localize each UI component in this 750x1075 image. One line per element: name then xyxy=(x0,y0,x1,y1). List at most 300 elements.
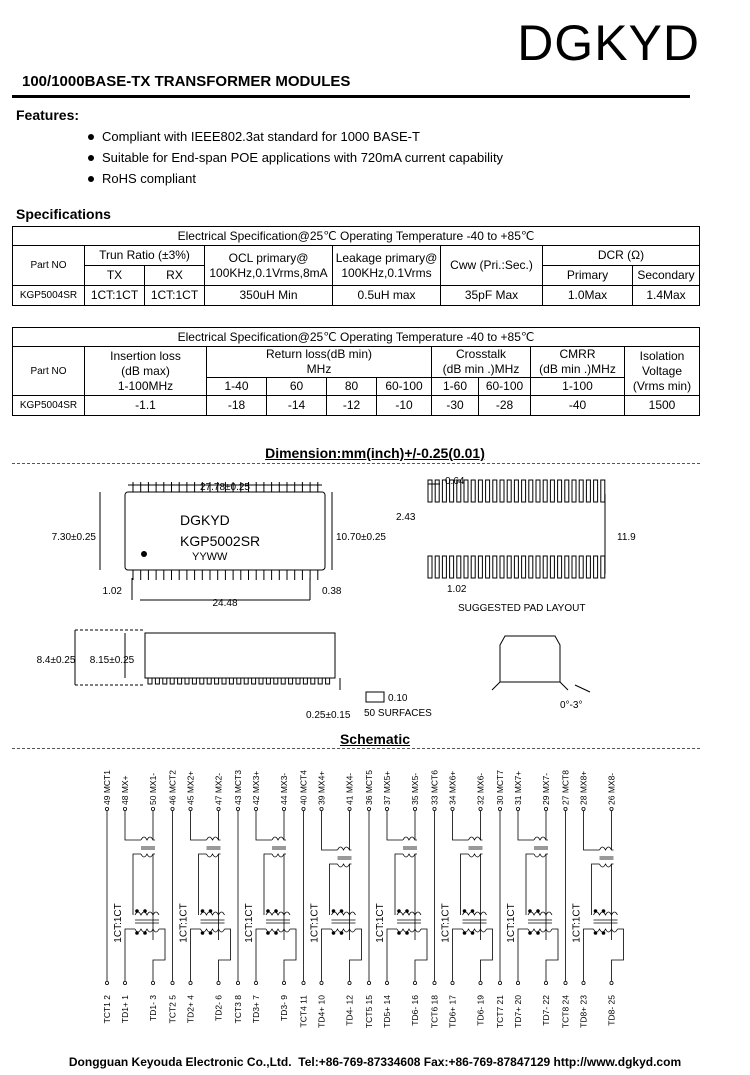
schematic-pin-node xyxy=(479,807,482,810)
pad xyxy=(543,556,547,578)
schematic-top-pin-label: 47 MX2- xyxy=(213,772,224,805)
schematic-wire xyxy=(612,864,614,940)
schematic-transformer xyxy=(528,912,552,915)
pad xyxy=(550,480,554,502)
col-header-insertion-loss: Insertion loss (dB max) 1-100MHz xyxy=(85,347,207,396)
dimension-heading: Dimension:mm(inch)+/-0.25(0.01) xyxy=(265,445,485,461)
schematic-wire xyxy=(284,854,286,940)
pad xyxy=(558,556,562,578)
schematic-bottom-pin-label: TD7+ 20 xyxy=(513,995,523,1028)
schematic-wire xyxy=(395,854,403,915)
schematic-pin-node xyxy=(236,807,239,810)
schematic-top-pin-label: 33 MCT6 xyxy=(429,770,440,805)
col-header-crosstalk: Crosstalk (dB min .)MHz xyxy=(432,347,531,378)
schematic-wire xyxy=(546,929,558,981)
package-pin xyxy=(237,678,241,684)
schematic-wire xyxy=(481,854,483,940)
schematic-choke xyxy=(403,837,415,840)
pad xyxy=(486,480,490,502)
col-header-tx: TX xyxy=(85,266,145,286)
package-pin xyxy=(274,678,278,684)
schematic-choke xyxy=(272,854,284,857)
package-pin xyxy=(200,678,204,684)
schematic-transformer xyxy=(397,929,421,932)
schematic-bottom-pin-label: TD2- 6 xyxy=(213,995,224,1021)
schematic-wire xyxy=(526,854,534,915)
schematic-bottom-pin-label: TD5+ 14 xyxy=(382,995,392,1028)
schematic-wire xyxy=(219,854,221,940)
schematic-choke xyxy=(469,854,481,857)
schematic-pin-node xyxy=(451,981,454,984)
schematic-wire xyxy=(453,929,463,981)
schematic-bottom-pin-label: TD6+ 17 xyxy=(447,995,458,1028)
schematic-choke xyxy=(338,864,350,867)
pad xyxy=(478,556,482,578)
col-header-dcr: DCR (Ω) xyxy=(543,246,700,266)
schematic-top-pin-label: 41 MX4- xyxy=(344,772,355,805)
schematic-pin-node xyxy=(348,981,351,984)
schematic-choke xyxy=(141,854,153,857)
schematic-ratio-label: 1CT:1CT xyxy=(506,903,517,943)
package-pin xyxy=(163,678,167,684)
schematic-top-pin-label: 49 MCT1 xyxy=(102,770,112,805)
schematic-bottom-pin-label: TD3+ 7 xyxy=(251,995,261,1024)
pad xyxy=(586,480,590,502)
svg-text:50 SURFACES: 50 SURFACES xyxy=(364,708,432,719)
package-pin xyxy=(311,678,315,684)
svg-text:0.38: 0.38 xyxy=(322,586,342,597)
schematic-top-pin-label: 50 MX1- xyxy=(148,772,158,805)
schematic-ratio-label: 1CT:1CT xyxy=(309,903,321,943)
pad xyxy=(522,556,526,578)
schematic-wire xyxy=(584,811,600,850)
schematic-wire xyxy=(153,811,155,840)
pad xyxy=(572,556,576,578)
pad xyxy=(464,556,468,578)
pad xyxy=(579,480,583,502)
schematic-transformer xyxy=(266,912,290,915)
col-header-leakage: Leakage primary@ 100KHz,0.1Vrms xyxy=(333,246,441,286)
pad xyxy=(514,480,518,502)
schematic-wire xyxy=(256,811,272,840)
schematic-diagram xyxy=(0,755,750,1045)
schematic-pin-node xyxy=(171,807,174,810)
svg-text:11.9: 11.9 xyxy=(617,532,636,543)
schematic-pin-node xyxy=(282,807,285,810)
schematic-pin-node xyxy=(564,807,567,810)
pad xyxy=(601,556,605,578)
schematic-heading: Schematic xyxy=(339,731,411,747)
spec-table-2: Electrical Specification@25℃ Operating Temperature -40 to +85℃ Part NO Insertion loss (dB max) 1-100MHz Return loss(dB min) MHz Crosstalk (dB min .)MHz CMRR (dB min .)MHz Isolation Voltage (Vrms min) 1-40 60 80 60-100 1-60 60-100 1-100 KGP5004SR -1.1 -18 -14 -12 -10 -30 -28 -40 1500 xyxy=(12,327,700,416)
package-pin xyxy=(289,678,293,684)
schematic-choke xyxy=(534,837,546,840)
pad xyxy=(507,556,511,578)
schematic-wire xyxy=(518,811,534,840)
schematic-wire xyxy=(125,929,135,981)
footer xyxy=(0,1055,750,1069)
schematic-transformer xyxy=(135,929,159,932)
schematic-bottom-pin-label: TD6- 16 xyxy=(410,995,420,1026)
schematic-pin-node xyxy=(217,807,220,810)
schematic-transformer xyxy=(594,929,618,932)
package-pin xyxy=(303,678,307,684)
svg-text:1.02: 1.02 xyxy=(447,584,467,595)
spec-table-1 xyxy=(12,226,700,306)
schematic-top-pin-label: 29 MX7- xyxy=(541,772,551,805)
schematic-top-pin-label: 26 MX8- xyxy=(606,772,617,805)
pad xyxy=(442,556,446,578)
pad xyxy=(601,480,605,502)
pad xyxy=(529,480,533,502)
svg-text:7.30±0.25: 7.30±0.25 xyxy=(51,532,96,543)
schematic-bottom-pin-label: TCT8 24 xyxy=(560,995,571,1029)
feature-item: Compliant with IEEE802.3at standard for 1000 BASE-T xyxy=(88,129,503,150)
schematic-top-pin-label: 27 MCT8 xyxy=(560,770,571,805)
schematic-pin-node xyxy=(151,807,154,810)
col-header-cmrr: CMRR (dB min .)MHz xyxy=(531,347,625,378)
schematic-wire xyxy=(546,811,548,840)
pad xyxy=(536,556,540,578)
schematic-bottom-pin-label: TD2+ 4 xyxy=(185,995,196,1024)
schematic-pin-node xyxy=(498,981,501,984)
schematic-wire xyxy=(415,854,417,940)
schematic-pin-node xyxy=(413,981,416,984)
table-caption: Electrical Specification@25℃ Operating Temperature -40 to +85℃ xyxy=(13,227,700,246)
schematic-pin-node xyxy=(367,981,370,984)
svg-text:0°-3°: 0°-3° xyxy=(560,700,583,711)
schematic-pin-node xyxy=(582,981,585,984)
schematic-choke xyxy=(272,837,284,840)
pad xyxy=(493,556,497,578)
schematic-ratio-label: 1CT:1CT xyxy=(440,903,452,943)
dimension-drawing xyxy=(0,470,750,725)
schematic-top-pin-label: 43 MCT3 xyxy=(233,770,243,805)
schematic-pin-node xyxy=(105,807,108,810)
pad xyxy=(507,480,511,502)
pad xyxy=(529,556,533,578)
section-divider xyxy=(12,748,700,749)
schematic-wire xyxy=(350,864,352,940)
package-pin xyxy=(318,678,322,684)
schematic-pin-node xyxy=(236,981,239,984)
pad xyxy=(428,556,432,578)
schematic-pin-node xyxy=(217,981,220,984)
table-caption: Electrical Specification@25℃ Operating Temperature -40 to +85℃ xyxy=(13,328,700,347)
schematic-wire xyxy=(546,854,548,940)
schematic-bottom-pin-label: TD8+ 23 xyxy=(578,995,589,1028)
feature-item: RoHS compliant xyxy=(88,171,503,192)
schematic-pin-node xyxy=(610,981,613,984)
features-list xyxy=(88,129,503,192)
schematic-wire xyxy=(518,929,528,981)
schematic-choke xyxy=(469,837,481,840)
section-divider xyxy=(12,463,700,464)
package-pin xyxy=(326,678,330,684)
schematic-wire xyxy=(387,929,397,981)
pad xyxy=(543,480,547,502)
col-header-secondary: Secondary xyxy=(633,266,700,286)
schematic-wire xyxy=(153,854,155,940)
schematic-bottom-pin-label: TD1- 3 xyxy=(148,995,158,1021)
schematic-wire xyxy=(453,811,469,840)
svg-text:8.4±0.25: 8.4±0.25 xyxy=(36,655,76,666)
schematic-top-pin-label: 44 MX3- xyxy=(279,772,289,805)
schematic-wire xyxy=(481,929,493,981)
svg-text:8.15±0.25: 8.15±0.25 xyxy=(89,655,135,666)
schematic-transformer xyxy=(332,929,356,932)
schematic-bottom-pin-label: TD4- 12 xyxy=(344,995,355,1026)
schematic-wire xyxy=(612,811,614,850)
schematic-wire xyxy=(481,811,483,840)
package-pin xyxy=(229,678,233,684)
schematic-pin-node xyxy=(302,981,305,984)
package-pin xyxy=(296,678,300,684)
pad xyxy=(594,480,598,502)
schematic-pin-node xyxy=(105,981,108,984)
col-header-part: Part NO xyxy=(13,246,85,286)
pad xyxy=(486,556,490,578)
pad xyxy=(514,556,518,578)
schematic-bottom-pin-label: TCT7 21 xyxy=(495,995,505,1029)
schematic-bottom-pin-label: TD7- 22 xyxy=(541,995,551,1026)
schematic-wire xyxy=(256,929,266,981)
schematic-pin-node xyxy=(582,807,585,810)
schematic-top-pin-label: 40 MCT4 xyxy=(298,770,309,805)
schematic-ratio-label: 1CT:1CT xyxy=(113,903,124,943)
schematic-wire xyxy=(350,929,362,981)
footer-company: Dongguan Keyouda Electronic Co.,Ltd. xyxy=(68,1055,292,1069)
pad xyxy=(500,480,504,502)
pad xyxy=(550,556,554,578)
schematic-transformer xyxy=(332,912,356,915)
schematic-choke xyxy=(141,837,153,840)
col-header-rx: RX xyxy=(145,266,205,286)
schematic-pin-node xyxy=(254,981,257,984)
schematic-wire xyxy=(387,811,403,840)
table-row: KGP5004SR 1CT:1CT 1CT:1CT 350uH Min 0.5uH max 35pF Max 1.0Max 1.4Max xyxy=(13,286,700,306)
schematic-wire xyxy=(415,929,427,981)
schematic-pin-node xyxy=(367,807,370,810)
schematic-pin-node xyxy=(123,807,126,810)
package-side-view xyxy=(145,633,335,678)
schematic-top-pin-label: 35 MX5- xyxy=(410,772,420,805)
specifications-heading: Specifications xyxy=(16,206,111,222)
schematic-top-pin-label: 31 MX7+ xyxy=(513,770,523,805)
package-pin xyxy=(259,678,263,684)
schematic-wire xyxy=(191,929,201,981)
svg-text:2.43: 2.43 xyxy=(396,512,416,523)
schematic-ratio-label: 1CT:1CT xyxy=(571,903,583,943)
package-pin xyxy=(252,678,256,684)
svg-text:0.64: 0.64 xyxy=(445,476,465,487)
package-pin xyxy=(185,678,189,684)
schematic-pin-node xyxy=(320,807,323,810)
schematic-bottom-pin-label: TD3- 9 xyxy=(279,995,289,1021)
schematic-choke xyxy=(534,854,546,857)
schematic-wire xyxy=(322,811,338,850)
package-pin xyxy=(170,678,174,684)
pad xyxy=(579,556,583,578)
package-pin xyxy=(155,678,159,684)
schematic-top-pin-label: 28 MX8+ xyxy=(578,770,589,805)
schematic-transformer xyxy=(135,912,159,915)
schematic-wire xyxy=(153,929,165,981)
svg-text:27.78±0.25: 27.78±0.25 xyxy=(200,482,250,493)
pad xyxy=(565,556,569,578)
pad xyxy=(457,556,461,578)
body-marking-brand: DGKYD xyxy=(180,512,230,528)
pad xyxy=(586,556,590,578)
pad xyxy=(428,480,432,502)
schematic-wire xyxy=(415,811,417,840)
schematic-pin-node xyxy=(254,807,257,810)
col-header-turns: Trun Ratio (±3%) xyxy=(85,246,205,266)
schematic-wire xyxy=(584,929,594,981)
schematic-pin-node xyxy=(516,807,519,810)
pad xyxy=(500,556,504,578)
schematic-transformer xyxy=(201,912,225,915)
package-pin xyxy=(215,678,219,684)
col-header-cww: Cww (Pri.:Sec.) xyxy=(441,246,543,286)
schematic-pin-node xyxy=(516,981,519,984)
schematic-top-pin-label: 37 MX5+ xyxy=(382,770,392,805)
schematic-top-pin-label: 39 MX4+ xyxy=(316,770,327,805)
pad xyxy=(478,480,482,502)
schematic-pin-node xyxy=(564,981,567,984)
body-marking-date: YYWW xyxy=(192,551,228,563)
col-header-return-loss: Return loss(dB min) MHz xyxy=(207,347,432,378)
schematic-wire xyxy=(191,811,207,840)
features-heading: Features: xyxy=(16,107,80,123)
schematic-pin-node xyxy=(451,807,454,810)
package-pin xyxy=(178,678,182,684)
schematic-pin-node xyxy=(348,807,351,810)
schematic-wire xyxy=(284,929,296,981)
schematic-pin-node xyxy=(498,807,501,810)
pad xyxy=(558,480,562,502)
schematic-wire xyxy=(264,854,272,915)
schematic-pin-node xyxy=(610,807,613,810)
schematic-top-pin-label: 36 MCT5 xyxy=(364,770,374,805)
package-pin xyxy=(207,678,211,684)
schematic-wire xyxy=(133,854,141,915)
schematic-transformer xyxy=(528,929,552,932)
package-pin xyxy=(222,678,226,684)
schematic-pin-node xyxy=(320,981,323,984)
schematic-choke xyxy=(338,847,350,850)
schematic-bottom-pin-label: TD8- 25 xyxy=(606,995,617,1026)
table-row: KGP5004SR -1.1 -18 -14 -12 -10 -30 -28 -40 1500 xyxy=(13,396,700,416)
schematic-bottom-pin-label: TCT5 15 xyxy=(364,995,374,1029)
schematic-ratio-label: 1CT:1CT xyxy=(244,903,255,943)
svg-text:10.70±0.25: 10.70±0.25 xyxy=(336,532,386,543)
schematic-top-pin-label: 46 MCT2 xyxy=(167,770,178,805)
package-pin xyxy=(244,678,248,684)
pad xyxy=(435,556,439,578)
schematic-top-pin-label: 45 MX2+ xyxy=(185,770,196,805)
package-pin xyxy=(192,678,196,684)
package-end-view xyxy=(500,636,560,682)
pad xyxy=(536,480,540,502)
pad xyxy=(471,556,475,578)
schematic-pin-node xyxy=(302,807,305,810)
pad xyxy=(435,480,439,502)
pad xyxy=(464,480,468,502)
schematic-pin-node xyxy=(479,981,482,984)
schematic-choke xyxy=(600,864,612,867)
schematic-transformer xyxy=(463,912,487,915)
col-header-part: Part NO xyxy=(13,347,85,396)
pad-layout-caption: SUGGESTED PAD LAYOUT xyxy=(458,603,586,614)
schematic-choke xyxy=(600,847,612,850)
schematic-wire xyxy=(322,929,332,981)
schematic-wire xyxy=(219,811,221,840)
schematic-transformer xyxy=(266,929,290,932)
schematic-pin-node xyxy=(282,981,285,984)
feature-item: Suitable for End-span POE applications with 720mA current capability xyxy=(88,150,503,171)
schematic-bottom-pin-label: TD6- 19 xyxy=(475,995,486,1026)
schematic-wire xyxy=(612,929,624,981)
schematic-pin-node xyxy=(171,981,174,984)
schematic-ratio-label: 1CT:1CT xyxy=(375,903,386,943)
schematic-transformer xyxy=(594,912,618,915)
schematic-pin-node xyxy=(433,981,436,984)
schematic-pin-node xyxy=(385,807,388,810)
schematic-pin-node xyxy=(544,807,547,810)
svg-text:24.48: 24.48 xyxy=(212,598,238,609)
schematic-wire xyxy=(350,811,352,850)
schematic-bottom-pin-label: TD1+ 1 xyxy=(120,995,130,1024)
svg-text:1.02: 1.02 xyxy=(102,586,122,597)
schematic-wire xyxy=(125,811,141,840)
col-header-primary: Primary xyxy=(543,266,633,286)
schematic-bottom-pin-label: TCT1 2 xyxy=(102,995,112,1024)
pad xyxy=(450,556,454,578)
schematic-bottom-pin-label: TD4+ 10 xyxy=(316,995,327,1028)
footer-contact: Tel:+86-769-87334608 Fax:+86-769-87847129 http://www.dgkyd.com xyxy=(298,1055,682,1069)
body-marking-part: KGP5002SR xyxy=(180,533,261,549)
pad xyxy=(522,480,526,502)
schematic-wire xyxy=(330,864,338,915)
schematic-pin-node xyxy=(433,807,436,810)
schematic-transformer xyxy=(397,912,421,915)
schematic-wire xyxy=(199,854,207,915)
schematic-pin-node xyxy=(385,981,388,984)
col-header-ocl: OCL primary@ 100KHz,0.1Vrms,8mA xyxy=(205,246,333,286)
brand-logo: DGKYD xyxy=(517,15,700,71)
schematic-wire xyxy=(219,929,231,981)
schematic-bottom-pin-label: TCT2 5 xyxy=(167,995,178,1024)
schematic-wire xyxy=(461,854,469,915)
schematic-wire xyxy=(592,864,600,915)
schematic-bottom-pin-label: TCT6 18 xyxy=(429,995,440,1029)
pad xyxy=(594,556,598,578)
page-title: 100/1000BASE-TX TRANSFORMER MODULES xyxy=(22,73,351,90)
schematic-bottom-pin-label: TCT4 11 xyxy=(298,995,309,1028)
schematic-top-pin-label: 32 MX6- xyxy=(475,772,486,805)
pad xyxy=(572,480,576,502)
pad xyxy=(471,480,475,502)
schematic-transformer xyxy=(201,929,225,932)
schematic-top-pin-label: 42 MX3+ xyxy=(251,770,261,805)
col-header-isolation: Isolation Voltage (Vrms min) xyxy=(625,347,700,396)
schematic-choke xyxy=(207,854,219,857)
schematic-pin-node xyxy=(544,981,547,984)
schematic-wire xyxy=(284,811,286,840)
pad xyxy=(493,480,497,502)
schematic-top-pin-label: 34 MX6+ xyxy=(447,770,458,805)
schematic-pin-node xyxy=(151,981,154,984)
